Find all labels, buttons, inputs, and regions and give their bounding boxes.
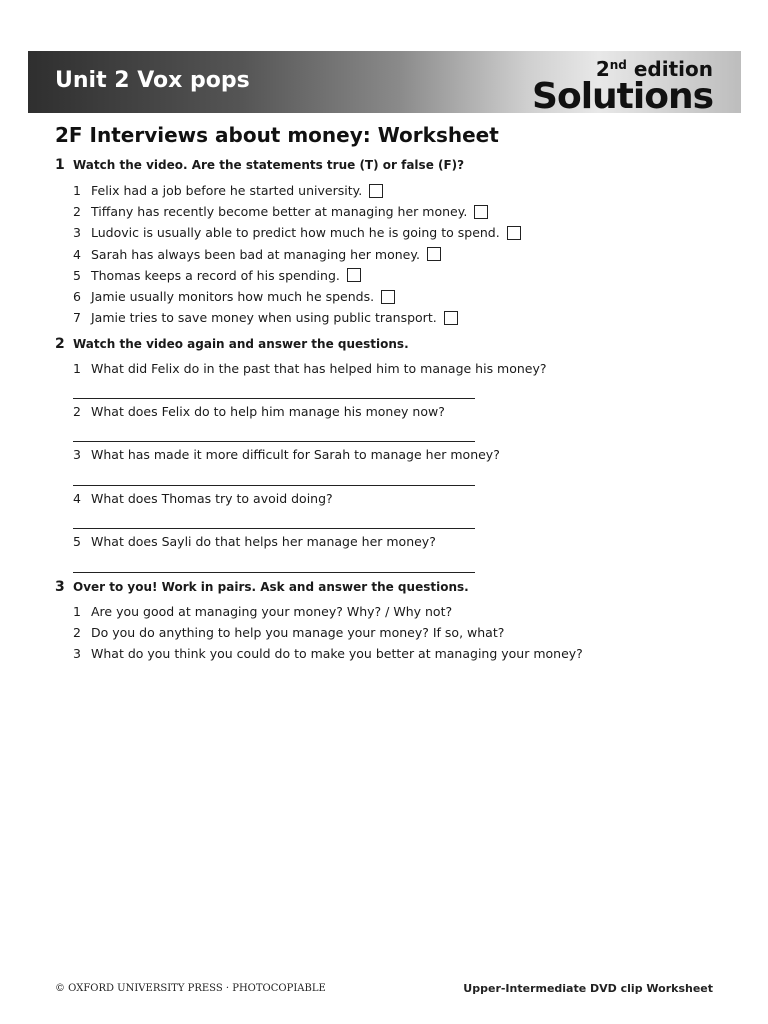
answer-line[interactable] — [73, 552, 475, 573]
question-item: 3 What has made it more difficult for Sarah to manage her money? — [55, 445, 745, 486]
answer-checkbox[interactable] — [444, 311, 458, 325]
task-3 — [55, 579, 745, 665]
edition-label: 2nd edition — [595, 57, 713, 81]
true-false-list — [73, 180, 745, 328]
answer-checkbox[interactable] — [427, 247, 441, 261]
task-2-header — [55, 336, 745, 352]
list-item: 4 Sarah has always been bad at managing her money. — [73, 244, 745, 265]
list-item: 6 Jamie usually monitors how much he spends. — [73, 286, 745, 307]
question-item: 4 What does Thomas try to avoid doing? — [55, 488, 745, 529]
list-item: 7 Jamie tries to save money when using public transport. — [73, 307, 745, 328]
list-item: 3 Ludovic is usually able to predict how much he is going to spend. — [73, 222, 745, 243]
task-1 — [55, 157, 745, 328]
brand-name: Solutions — [532, 76, 713, 117]
discussion-list — [73, 601, 745, 665]
unit-title: Unit 2 Vox pops — [55, 68, 250, 93]
list-item: 1 Felix had a job before he started university. — [73, 180, 745, 201]
answer-checkbox[interactable] — [474, 205, 488, 219]
question-item: 2 What does Felix do to help him manage his money now? — [55, 401, 745, 442]
answer-checkbox[interactable] — [507, 226, 521, 240]
answer-line[interactable] — [73, 465, 475, 486]
page-title: 2F Interviews about money: Worksheet — [55, 123, 499, 147]
task-number: 2 — [55, 336, 65, 352]
question-item: 5 What does Sayli do that helps her manage her money? — [55, 532, 745, 573]
copyright-notice: © OXFORD UNIVERSITY PRESS · PHOTOCOPIABLE — [55, 983, 326, 994]
answer-line[interactable] — [73, 421, 475, 442]
brand-logo — [532, 51, 713, 117]
task-2 — [55, 336, 745, 575]
question-item: 1 What did Felix do in the past that has helped him to manage his money? — [55, 358, 745, 399]
list-item: 3 What do you think you could do to make you better at managing your money? — [73, 646, 583, 662]
task-3-header — [55, 579, 745, 595]
task-number: 3 — [55, 579, 65, 595]
task-instruction: Over to you! Work in pairs. Ask and answer the questions. — [73, 580, 469, 594]
task-1-header — [55, 157, 745, 173]
task-instruction: Watch the video again and answer the questions. — [73, 337, 409, 351]
worksheet-level: Upper-Intermediate DVD clip Worksheet — [463, 982, 713, 995]
answer-line[interactable] — [73, 378, 475, 399]
list-item: 5 Thomas keeps a record of his spending. — [73, 265, 745, 286]
list-item: 2 Tiffany has recently become better at managing her money. — [73, 201, 745, 222]
answer-line[interactable] — [73, 508, 475, 529]
task-instruction: Watch the video. Are the statements true (T) or false (F)? — [73, 158, 465, 172]
list-item: 1 Are you good at managing your money? Why? / Why not? — [73, 604, 453, 620]
answer-checkbox[interactable] — [369, 184, 383, 198]
answer-checkbox[interactable] — [347, 268, 361, 282]
task-number: 1 — [55, 157, 65, 173]
question-list — [55, 358, 745, 573]
list-item: 2 Do you do anything to help you manage your money? If so, what? — [73, 625, 505, 641]
answer-checkbox[interactable] — [381, 290, 395, 304]
header-banner — [28, 51, 741, 117]
